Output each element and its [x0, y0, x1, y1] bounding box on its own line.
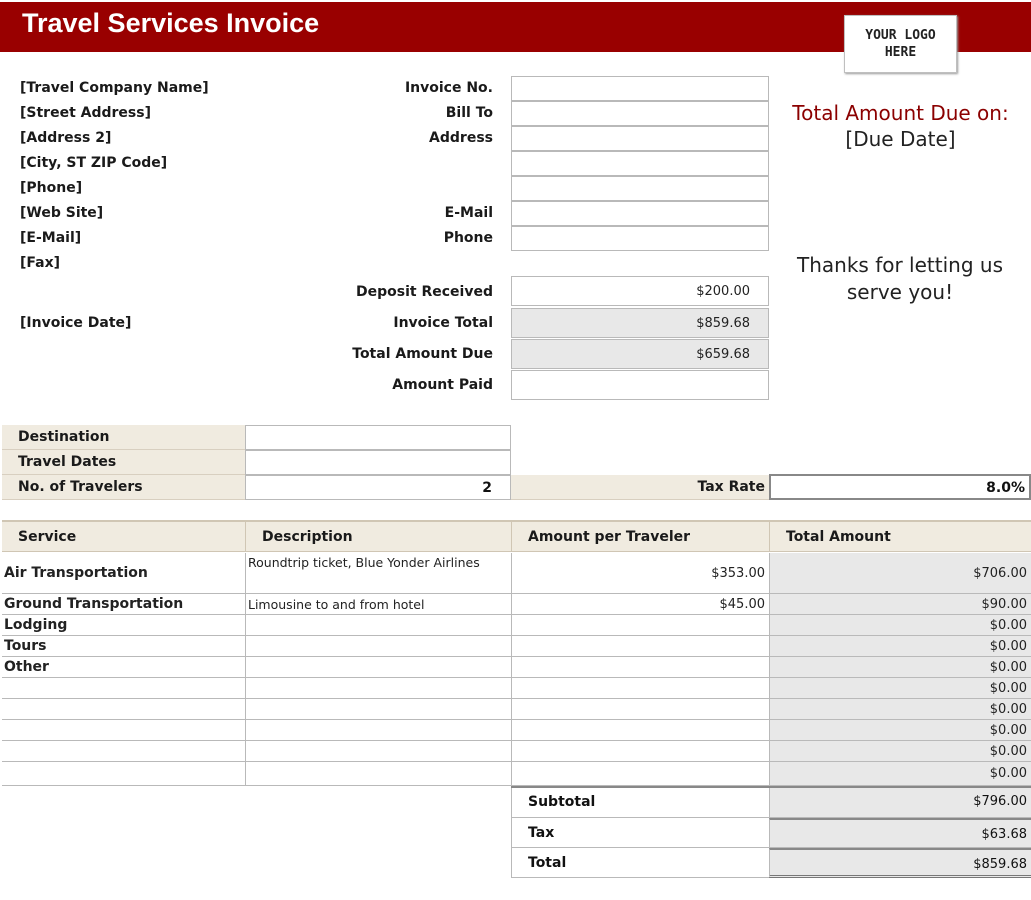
- company-name[interactable]: [Travel Company Name]: [20, 80, 209, 96]
- company-website[interactable]: [Web Site]: [20, 205, 104, 221]
- address-field-3[interactable]: [511, 176, 769, 201]
- description-cell[interactable]: [245, 741, 511, 762]
- address-field-1[interactable]: [511, 126, 769, 151]
- tax-value: $63.68: [769, 818, 1031, 848]
- total-cell: $0.00: [769, 657, 1031, 678]
- service-cell[interactable]: [2, 762, 245, 786]
- email-label: E-Mail: [444, 205, 493, 221]
- total-due-label: Total Amount Due: [352, 346, 493, 362]
- travelers-label: No. of Travelers: [2, 475, 245, 500]
- tax-label: Tax: [511, 818, 769, 848]
- total-label: Total: [511, 848, 769, 878]
- phone-label: Phone: [443, 230, 493, 246]
- total-cell: $0.00: [769, 762, 1031, 786]
- description-cell[interactable]: Roundtrip ticket, Blue Yonder Airlines: [245, 553, 511, 594]
- description-cell[interactable]: [245, 762, 511, 786]
- service-cell[interactable]: [2, 741, 245, 762]
- service-cell[interactable]: Ground Transportation: [2, 594, 245, 615]
- subtotal-value: $796.00: [769, 788, 1031, 818]
- company-email[interactable]: [E-Mail]: [20, 230, 82, 246]
- amount-cell[interactable]: [511, 699, 769, 720]
- description-cell[interactable]: Limousine to and from hotel: [245, 594, 511, 615]
- tax-rate-label: Tax Rate: [511, 475, 769, 500]
- thanks-line-2: serve you!: [846, 280, 954, 304]
- email-field[interactable]: [511, 201, 769, 226]
- thanks-line-1: Thanks for letting us: [797, 253, 1003, 277]
- total-cell: $706.00: [769, 553, 1031, 594]
- deposit-label: Deposit Received: [356, 284, 493, 300]
- amount-paid-field[interactable]: [511, 370, 769, 400]
- description-cell[interactable]: [245, 657, 511, 678]
- amount-cell[interactable]: [511, 615, 769, 636]
- amount-cell[interactable]: [511, 720, 769, 741]
- travelers-field[interactable]: 2: [245, 475, 511, 500]
- invoice-no-field[interactable]: [511, 76, 769, 101]
- thanks-message: [780, 252, 1020, 306]
- deposit-field[interactable]: $200.00: [511, 276, 769, 306]
- service-cell[interactable]: [2, 720, 245, 741]
- total-cell: $0.00: [769, 720, 1031, 741]
- description-cell[interactable]: [245, 678, 511, 699]
- logo-placeholder[interactable]: [844, 15, 957, 73]
- destination-field[interactable]: [245, 425, 511, 450]
- amount-paid-label: Amount Paid: [392, 377, 493, 393]
- phone-field[interactable]: [511, 226, 769, 251]
- invoice-total-field: $859.68: [511, 308, 769, 338]
- total-cell: $0.00: [769, 636, 1031, 657]
- service-cell[interactable]: Tours: [2, 636, 245, 657]
- amount-cell[interactable]: [511, 636, 769, 657]
- company-fax[interactable]: [Fax]: [20, 255, 61, 271]
- total-cell: $0.00: [769, 615, 1031, 636]
- amount-cell[interactable]: $353.00: [511, 553, 769, 594]
- total-cell: $0.00: [769, 741, 1031, 762]
- service-cell[interactable]: [2, 699, 245, 720]
- total-value: $859.68: [769, 848, 1031, 878]
- description-cell[interactable]: [245, 615, 511, 636]
- tax-rate-field[interactable]: 8.0%: [769, 474, 1031, 500]
- company-city[interactable]: [City, ST ZIP Code]: [20, 155, 168, 171]
- address-label: Address: [429, 130, 493, 146]
- logo-line-1: YOUR LOGO: [865, 28, 936, 43]
- company-street[interactable]: [Street Address]: [20, 105, 151, 121]
- total-cell: $0.00: [769, 699, 1031, 720]
- description-cell[interactable]: [245, 699, 511, 720]
- amount-cell[interactable]: $45.00: [511, 594, 769, 615]
- amount-cell[interactable]: [511, 657, 769, 678]
- invoice-date[interactable]: [Invoice Date]: [20, 315, 132, 331]
- due-label: Total Amount Due on:: [792, 101, 1009, 125]
- amount-cell[interactable]: [511, 678, 769, 699]
- company-address-2[interactable]: [Address 2]: [20, 130, 112, 146]
- logo-line-2: HERE: [884, 45, 917, 60]
- subtotal-label: Subtotal: [511, 788, 769, 818]
- description-cell[interactable]: [245, 636, 511, 657]
- service-cell[interactable]: Other: [2, 657, 245, 678]
- invoice-total-label: Invoice Total: [393, 315, 493, 331]
- service-cell[interactable]: Lodging: [2, 615, 245, 636]
- service-cell[interactable]: Air Transportation: [2, 553, 245, 594]
- header-amount-per-traveler: Amount per Traveler: [511, 520, 769, 552]
- description-cell[interactable]: [245, 720, 511, 741]
- amount-cell[interactable]: [511, 741, 769, 762]
- total-cell: $0.00: [769, 678, 1031, 699]
- amount-cell[interactable]: [511, 762, 769, 786]
- total-due-field: $659.68: [511, 339, 769, 369]
- invoice-title: Travel Services Invoice: [22, 8, 320, 38]
- header-service: Service: [2, 520, 245, 552]
- travel-dates-field[interactable]: [245, 450, 511, 475]
- travel-dates-label: Travel Dates: [2, 450, 245, 475]
- bill-to-label: Bill To: [445, 105, 493, 121]
- destination-label: Destination: [2, 425, 245, 450]
- company-phone[interactable]: [Phone]: [20, 180, 83, 196]
- total-cell: $90.00: [769, 594, 1031, 615]
- header-total-amount: Total Amount: [769, 520, 1031, 552]
- header-description: Description: [245, 520, 511, 552]
- address-field-2[interactable]: [511, 151, 769, 176]
- due-date[interactable]: [Due Date]: [845, 127, 956, 151]
- service-cell[interactable]: [2, 678, 245, 699]
- bill-to-field[interactable]: [511, 101, 769, 126]
- invoice-no-label: Invoice No.: [404, 80, 493, 96]
